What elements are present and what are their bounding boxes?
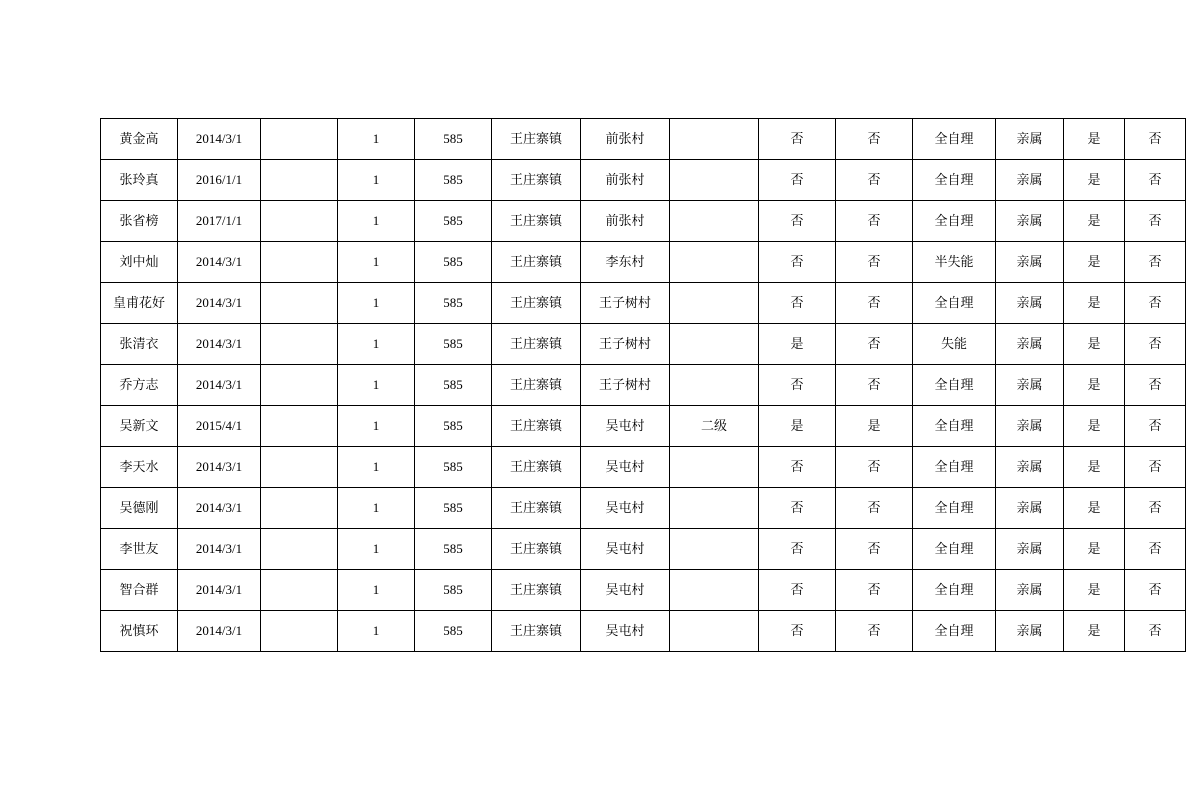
cell-town: 王庄寨镇 (492, 570, 581, 611)
cell-count: 1 (338, 611, 415, 652)
cell-town: 王庄寨镇 (492, 611, 581, 652)
cell-q1: 否 (759, 283, 836, 324)
cell-y1: 是 (1064, 160, 1125, 201)
cell-town: 王庄寨镇 (492, 242, 581, 283)
cell-y2: 否 (1125, 570, 1186, 611)
cell-y2: 否 (1125, 447, 1186, 488)
cell-y1: 是 (1064, 447, 1125, 488)
cell-level (670, 570, 759, 611)
cell-name: 吴德刚 (101, 488, 178, 529)
cell-town: 王庄寨镇 (492, 406, 581, 447)
table-row (101, 611, 1186, 652)
cell-relation: 亲属 (996, 201, 1064, 242)
cell-village: 吴屯村 (581, 611, 670, 652)
cell-blank (261, 283, 338, 324)
cell-village: 前张村 (581, 201, 670, 242)
cell-count: 1 (338, 447, 415, 488)
cell-count: 1 (338, 570, 415, 611)
cell-y2: 否 (1125, 406, 1186, 447)
cell-blank (261, 119, 338, 160)
cell-relation: 亲属 (996, 365, 1064, 406)
cell-q2: 否 (836, 242, 913, 283)
table-row (101, 406, 1186, 447)
cell-level (670, 529, 759, 570)
cell-level (670, 611, 759, 652)
cell-relation: 亲属 (996, 570, 1064, 611)
cell-date: 2014/3/1 (178, 119, 261, 160)
cell-q1: 是 (759, 324, 836, 365)
cell-date: 2016/1/1 (178, 160, 261, 201)
cell-y1: 是 (1064, 406, 1125, 447)
cell-town: 王庄寨镇 (492, 283, 581, 324)
cell-count: 1 (338, 283, 415, 324)
cell-amount: 585 (415, 488, 492, 529)
cell-name: 李天水 (101, 447, 178, 488)
cell-q2: 否 (836, 447, 913, 488)
cell-q1: 否 (759, 242, 836, 283)
cell-town: 王庄寨镇 (492, 447, 581, 488)
cell-date: 2014/3/1 (178, 611, 261, 652)
cell-amount: 585 (415, 160, 492, 201)
cell-q1: 否 (759, 365, 836, 406)
cell-village: 吴屯村 (581, 570, 670, 611)
table-row (101, 160, 1186, 201)
cell-village: 王子树村 (581, 365, 670, 406)
cell-amount: 585 (415, 529, 492, 570)
cell-q2: 否 (836, 611, 913, 652)
cell-relation: 亲属 (996, 283, 1064, 324)
cell-relation: 亲属 (996, 324, 1064, 365)
cell-town: 王庄寨镇 (492, 119, 581, 160)
cell-town: 王庄寨镇 (492, 324, 581, 365)
cell-name: 李世友 (101, 529, 178, 570)
cell-count: 1 (338, 529, 415, 570)
cell-y1: 是 (1064, 611, 1125, 652)
table-row (101, 447, 1186, 488)
cell-amount: 585 (415, 119, 492, 160)
beneficiary-table (100, 118, 1186, 652)
cell-village: 前张村 (581, 119, 670, 160)
cell-y2: 否 (1125, 324, 1186, 365)
cell-count: 1 (338, 242, 415, 283)
cell-q2: 否 (836, 201, 913, 242)
cell-count: 1 (338, 406, 415, 447)
cell-y2: 否 (1125, 201, 1186, 242)
cell-level (670, 160, 759, 201)
cell-q2: 否 (836, 570, 913, 611)
cell-name: 吴新文 (101, 406, 178, 447)
cell-amount: 585 (415, 611, 492, 652)
cell-y1: 是 (1064, 201, 1125, 242)
cell-town: 王庄寨镇 (492, 529, 581, 570)
cell-count: 1 (338, 488, 415, 529)
cell-amount: 585 (415, 570, 492, 611)
cell-village: 王子树村 (581, 283, 670, 324)
cell-name: 张清衣 (101, 324, 178, 365)
cell-date: 2014/3/1 (178, 283, 261, 324)
table-row (101, 324, 1186, 365)
cell-q2: 否 (836, 160, 913, 201)
cell-level (670, 365, 759, 406)
table-row (101, 570, 1186, 611)
cell-blank (261, 529, 338, 570)
cell-amount: 585 (415, 201, 492, 242)
cell-relation: 亲属 (996, 406, 1064, 447)
table-body (101, 119, 1186, 652)
cell-level (670, 324, 759, 365)
table-row (101, 119, 1186, 160)
cell-care: 全自理 (913, 283, 996, 324)
cell-y1: 是 (1064, 242, 1125, 283)
cell-relation: 亲属 (996, 488, 1064, 529)
cell-level (670, 119, 759, 160)
cell-q2: 否 (836, 529, 913, 570)
cell-q1: 否 (759, 611, 836, 652)
cell-name: 张省榜 (101, 201, 178, 242)
cell-date: 2017/1/1 (178, 201, 261, 242)
cell-y2: 否 (1125, 283, 1186, 324)
cell-care: 失能 (913, 324, 996, 365)
cell-q2: 是 (836, 406, 913, 447)
cell-q2: 否 (836, 324, 913, 365)
cell-level (670, 488, 759, 529)
cell-blank (261, 570, 338, 611)
cell-village: 吴屯村 (581, 406, 670, 447)
cell-y1: 是 (1064, 324, 1125, 365)
cell-blank (261, 488, 338, 529)
cell-q1: 是 (759, 406, 836, 447)
cell-level: 二级 (670, 406, 759, 447)
cell-village: 吴屯村 (581, 529, 670, 570)
table-container (100, 118, 1162, 652)
cell-town: 王庄寨镇 (492, 488, 581, 529)
cell-relation: 亲属 (996, 611, 1064, 652)
cell-town: 王庄寨镇 (492, 160, 581, 201)
cell-care: 半失能 (913, 242, 996, 283)
cell-care: 全自理 (913, 119, 996, 160)
cell-level (670, 283, 759, 324)
table-row (101, 201, 1186, 242)
cell-count: 1 (338, 365, 415, 406)
cell-amount: 585 (415, 324, 492, 365)
cell-blank (261, 160, 338, 201)
cell-name: 张玲真 (101, 160, 178, 201)
cell-q1: 否 (759, 570, 836, 611)
cell-name: 智合群 (101, 570, 178, 611)
cell-q2: 否 (836, 119, 913, 160)
cell-date: 2015/4/1 (178, 406, 261, 447)
cell-count: 1 (338, 324, 415, 365)
cell-amount: 585 (415, 406, 492, 447)
cell-y1: 是 (1064, 119, 1125, 160)
cell-village: 前张村 (581, 160, 670, 201)
table-row (101, 488, 1186, 529)
cell-care: 全自理 (913, 201, 996, 242)
cell-amount: 585 (415, 447, 492, 488)
cell-name: 祝慎环 (101, 611, 178, 652)
cell-blank (261, 365, 338, 406)
cell-date: 2014/3/1 (178, 570, 261, 611)
cell-count: 1 (338, 160, 415, 201)
cell-y1: 是 (1064, 570, 1125, 611)
cell-y1: 是 (1064, 488, 1125, 529)
cell-date: 2014/3/1 (178, 324, 261, 365)
cell-level (670, 447, 759, 488)
cell-q1: 否 (759, 488, 836, 529)
cell-date: 2014/3/1 (178, 365, 261, 406)
cell-blank (261, 611, 338, 652)
table-row (101, 242, 1186, 283)
cell-blank (261, 447, 338, 488)
cell-y2: 否 (1125, 611, 1186, 652)
cell-q1: 否 (759, 119, 836, 160)
cell-date: 2014/3/1 (178, 529, 261, 570)
cell-date: 2014/3/1 (178, 242, 261, 283)
cell-name: 刘中灿 (101, 242, 178, 283)
cell-y2: 否 (1125, 242, 1186, 283)
cell-relation: 亲属 (996, 242, 1064, 283)
cell-y1: 是 (1064, 529, 1125, 570)
table-row (101, 283, 1186, 324)
cell-relation: 亲属 (996, 119, 1064, 160)
cell-q2: 否 (836, 283, 913, 324)
cell-amount: 585 (415, 365, 492, 406)
cell-care: 全自理 (913, 488, 996, 529)
cell-q2: 否 (836, 365, 913, 406)
cell-date: 2014/3/1 (178, 488, 261, 529)
cell-care: 全自理 (913, 160, 996, 201)
cell-relation: 亲属 (996, 529, 1064, 570)
cell-name: 黄金高 (101, 119, 178, 160)
cell-care: 全自理 (913, 406, 996, 447)
cell-village: 吴屯村 (581, 488, 670, 529)
cell-care: 全自理 (913, 447, 996, 488)
cell-y1: 是 (1064, 365, 1125, 406)
cell-relation: 亲属 (996, 160, 1064, 201)
cell-care: 全自理 (913, 365, 996, 406)
cell-village: 李东村 (581, 242, 670, 283)
cell-q1: 否 (759, 447, 836, 488)
cell-y2: 否 (1125, 160, 1186, 201)
table-row (101, 529, 1186, 570)
cell-relation: 亲属 (996, 447, 1064, 488)
cell-name: 乔方志 (101, 365, 178, 406)
cell-blank (261, 406, 338, 447)
cell-q1: 否 (759, 529, 836, 570)
cell-town: 王庄寨镇 (492, 365, 581, 406)
cell-care: 全自理 (913, 529, 996, 570)
cell-count: 1 (338, 201, 415, 242)
cell-y2: 否 (1125, 119, 1186, 160)
cell-name: 皇甫花好 (101, 283, 178, 324)
cell-care: 全自理 (913, 570, 996, 611)
cell-blank (261, 201, 338, 242)
cell-y2: 否 (1125, 529, 1186, 570)
cell-village: 王子树村 (581, 324, 670, 365)
cell-town: 王庄寨镇 (492, 201, 581, 242)
cell-date: 2014/3/1 (178, 447, 261, 488)
cell-amount: 585 (415, 242, 492, 283)
cell-q2: 否 (836, 488, 913, 529)
cell-q1: 否 (759, 160, 836, 201)
cell-y1: 是 (1064, 283, 1125, 324)
cell-village: 吴屯村 (581, 447, 670, 488)
cell-y2: 否 (1125, 488, 1186, 529)
cell-blank (261, 324, 338, 365)
cell-level (670, 242, 759, 283)
cell-count: 1 (338, 119, 415, 160)
cell-q1: 否 (759, 201, 836, 242)
cell-level (670, 201, 759, 242)
cell-care: 全自理 (913, 611, 996, 652)
table-row (101, 365, 1186, 406)
cell-y2: 否 (1125, 365, 1186, 406)
cell-blank (261, 242, 338, 283)
cell-amount: 585 (415, 283, 492, 324)
